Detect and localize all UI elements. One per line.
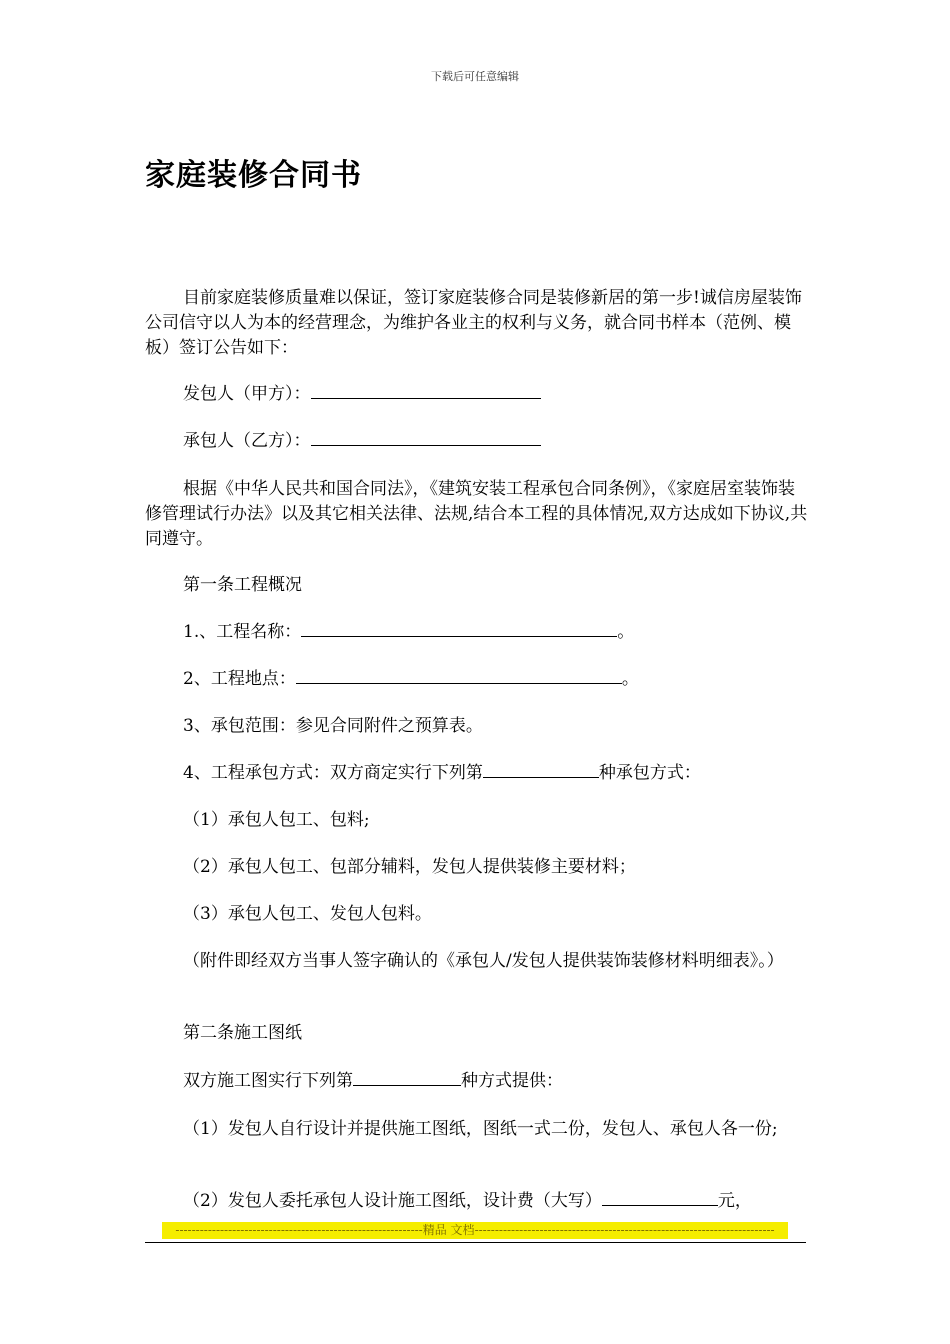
footer-rule bbox=[145, 1242, 806, 1243]
project-location-label: 2、工程地点： bbox=[183, 669, 296, 689]
party-b-line bbox=[183, 429, 541, 454]
party-a-line bbox=[183, 382, 541, 407]
drawing-option-2-pre: （2）发包人委托承包人设计施工图纸，设计费（大写） bbox=[183, 1191, 602, 1211]
drawing-method-blank bbox=[353, 1069, 461, 1086]
project-location-blank bbox=[296, 667, 622, 684]
intro-paragraph: 目前家庭装修质量难以保证，签订家庭装修合同是装修新居的第一步!诚信房屋装饰公司信守以人为本的经营理念，为维护各业主的权利与义务，就合同书样本（范例、模板）签订公告如下： bbox=[145, 288, 802, 358]
project-location-end: 。 bbox=[621, 669, 639, 689]
footer-dashes-right: -------------------------------------------------------------------------- bbox=[474, 1223, 775, 1237]
contract-method-post: 种承包方式： bbox=[598, 763, 701, 783]
party-a-label: 发包人（甲方）： bbox=[183, 384, 311, 404]
document-title: 家庭装修合同书 bbox=[145, 158, 362, 193]
drawing-method-post: 种方式提供： bbox=[461, 1071, 563, 1091]
party-b-blank bbox=[311, 429, 541, 446]
design-fee-blank bbox=[602, 1189, 718, 1206]
footer-label: 精品 文档 bbox=[422, 1223, 475, 1237]
contract-method-blank bbox=[483, 761, 599, 778]
drawing-option-2 bbox=[183, 1189, 752, 1214]
project-name-end: 。 bbox=[617, 622, 635, 642]
article2-heading: 第二条施工图纸 bbox=[183, 1023, 302, 1043]
article1-heading: 第一条工程概况 bbox=[183, 575, 302, 595]
basis-paragraph: 根据《中华人民共和国合同法》，《建筑安装工程承包合同条例》，《家庭居室装饰装修管理试行办法》以及其它相关法律、法规,结合本工程的具体情况,双方达成如下协议,共同遵守。 bbox=[145, 479, 808, 549]
footer-dashes-left: ------------------------------------------------------------- bbox=[175, 1223, 423, 1237]
project-name-label: 1.、工程名称： bbox=[183, 622, 302, 642]
party-a-blank bbox=[311, 382, 541, 399]
method-option-3: （3）承包人包工、发包人包料。 bbox=[183, 904, 432, 924]
materials-note: （附件即经双方当事人签字确认的《承包人/发包人提供装饰装修材料明细表》。） bbox=[183, 951, 784, 971]
method-option-1: （1）承包人包工、包料; bbox=[183, 810, 370, 830]
project-name-blank bbox=[301, 620, 617, 637]
drawing-method-line bbox=[183, 1069, 563, 1094]
contract-method-line bbox=[183, 761, 701, 786]
scope-line: 3、承包范围：参见合同附件之预算表。 bbox=[183, 716, 483, 736]
footer-banner bbox=[162, 1222, 788, 1239]
project-location-line bbox=[183, 667, 639, 692]
method-option-2: （2）承包人包工、包部分辅料，发包人提供装修主要材料； bbox=[183, 857, 636, 877]
drawing-method-pre: 双方施工图实行下列第 bbox=[183, 1071, 353, 1091]
drawing-option-2-post: 元， bbox=[717, 1191, 752, 1211]
project-name-line bbox=[183, 620, 634, 645]
header-note: 下载后可任意编辑 bbox=[431, 70, 519, 83]
contract-method-pre: 4、工程承包方式：双方商定实行下列第 bbox=[183, 763, 483, 783]
drawing-option-1: （1）发包人自行设计并提供施工图纸，图纸一式二份，发包人、承包人各一份; bbox=[183, 1119, 778, 1139]
party-b-label: 承包人（乙方）： bbox=[183, 431, 311, 451]
